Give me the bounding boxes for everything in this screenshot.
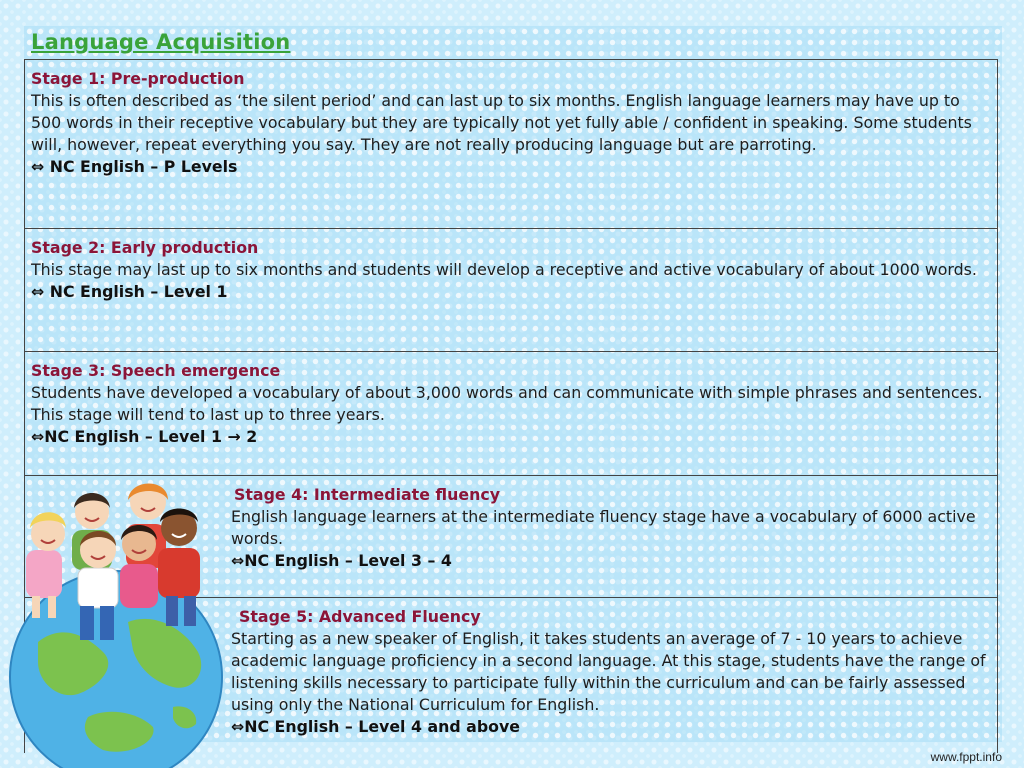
children-on-globe-illustration (8, 472, 228, 768)
stage-3-description: Students have developed a vocabulary of about 3,000 words and can communicate with simple phrases and sentences. This stage will tend to last up to three years. (31, 383, 983, 424)
children-group (26, 484, 200, 641)
stage-1-nc-level: ⇔ NC English – P Levels (31, 157, 238, 176)
stage-3-heading: Stage 3: Speech emergence (31, 361, 281, 380)
stage-5-content (231, 606, 987, 738)
stage-1-description: This is often described as ‘the silent period’ and can last up to six months. English language learners may have up to 500 words in their receptive vocabulary but they are typically not yet fully able / confident in speaking. Some students will, however, repeat everything you say. They are not really producing language but are parroting. (31, 91, 972, 154)
stage-4-heading: Stage 4: Intermediate fluency (234, 485, 500, 504)
stage-3-nc-level: ⇔NC English – Level 1 → 2 (31, 427, 258, 446)
stage-4-nc-level: ⇔NC English – Level 3 – 4 (231, 551, 452, 570)
stage-row-3 (25, 352, 997, 476)
stage-4-description: English language learners at the intermediate fluency stage have a vocabulary of 6000 active words. (231, 507, 976, 548)
stage-2-content (31, 237, 987, 303)
stage-1-content (31, 68, 987, 178)
footer-url: www.fppt.info (930, 750, 1002, 764)
stage-5-description: Starting as a new speaker of English, it takes students an average of 7 - 10 years to achieve academic language proficiency in a second language. At this stage, students have the range of listening skills necessary to participate fully within the curriculum and can be fairly assessed using only the National Curriculum for English. (231, 629, 986, 714)
stage-row-2 (25, 229, 997, 352)
stage-5-heading: Stage 5: Advanced Fluency (239, 607, 481, 626)
stage-row-1 (25, 60, 997, 229)
stage-1-heading: Stage 1: Pre-production (31, 69, 245, 88)
stage-2-nc-level: ⇔ NC English – Level 1 (31, 282, 228, 301)
stage-3-content (31, 360, 987, 448)
stage-2-heading: Stage 2: Early production (31, 238, 259, 257)
stage-5-nc-level: ⇔NC English – Level 4 and above (231, 717, 521, 736)
page-title: Language Acquisition (31, 30, 291, 54)
stage-2-description: This stage may last up to six months and students will develop a receptive and active vocabulary of about 1000 words. (31, 260, 977, 279)
stage-4-content (231, 484, 987, 572)
